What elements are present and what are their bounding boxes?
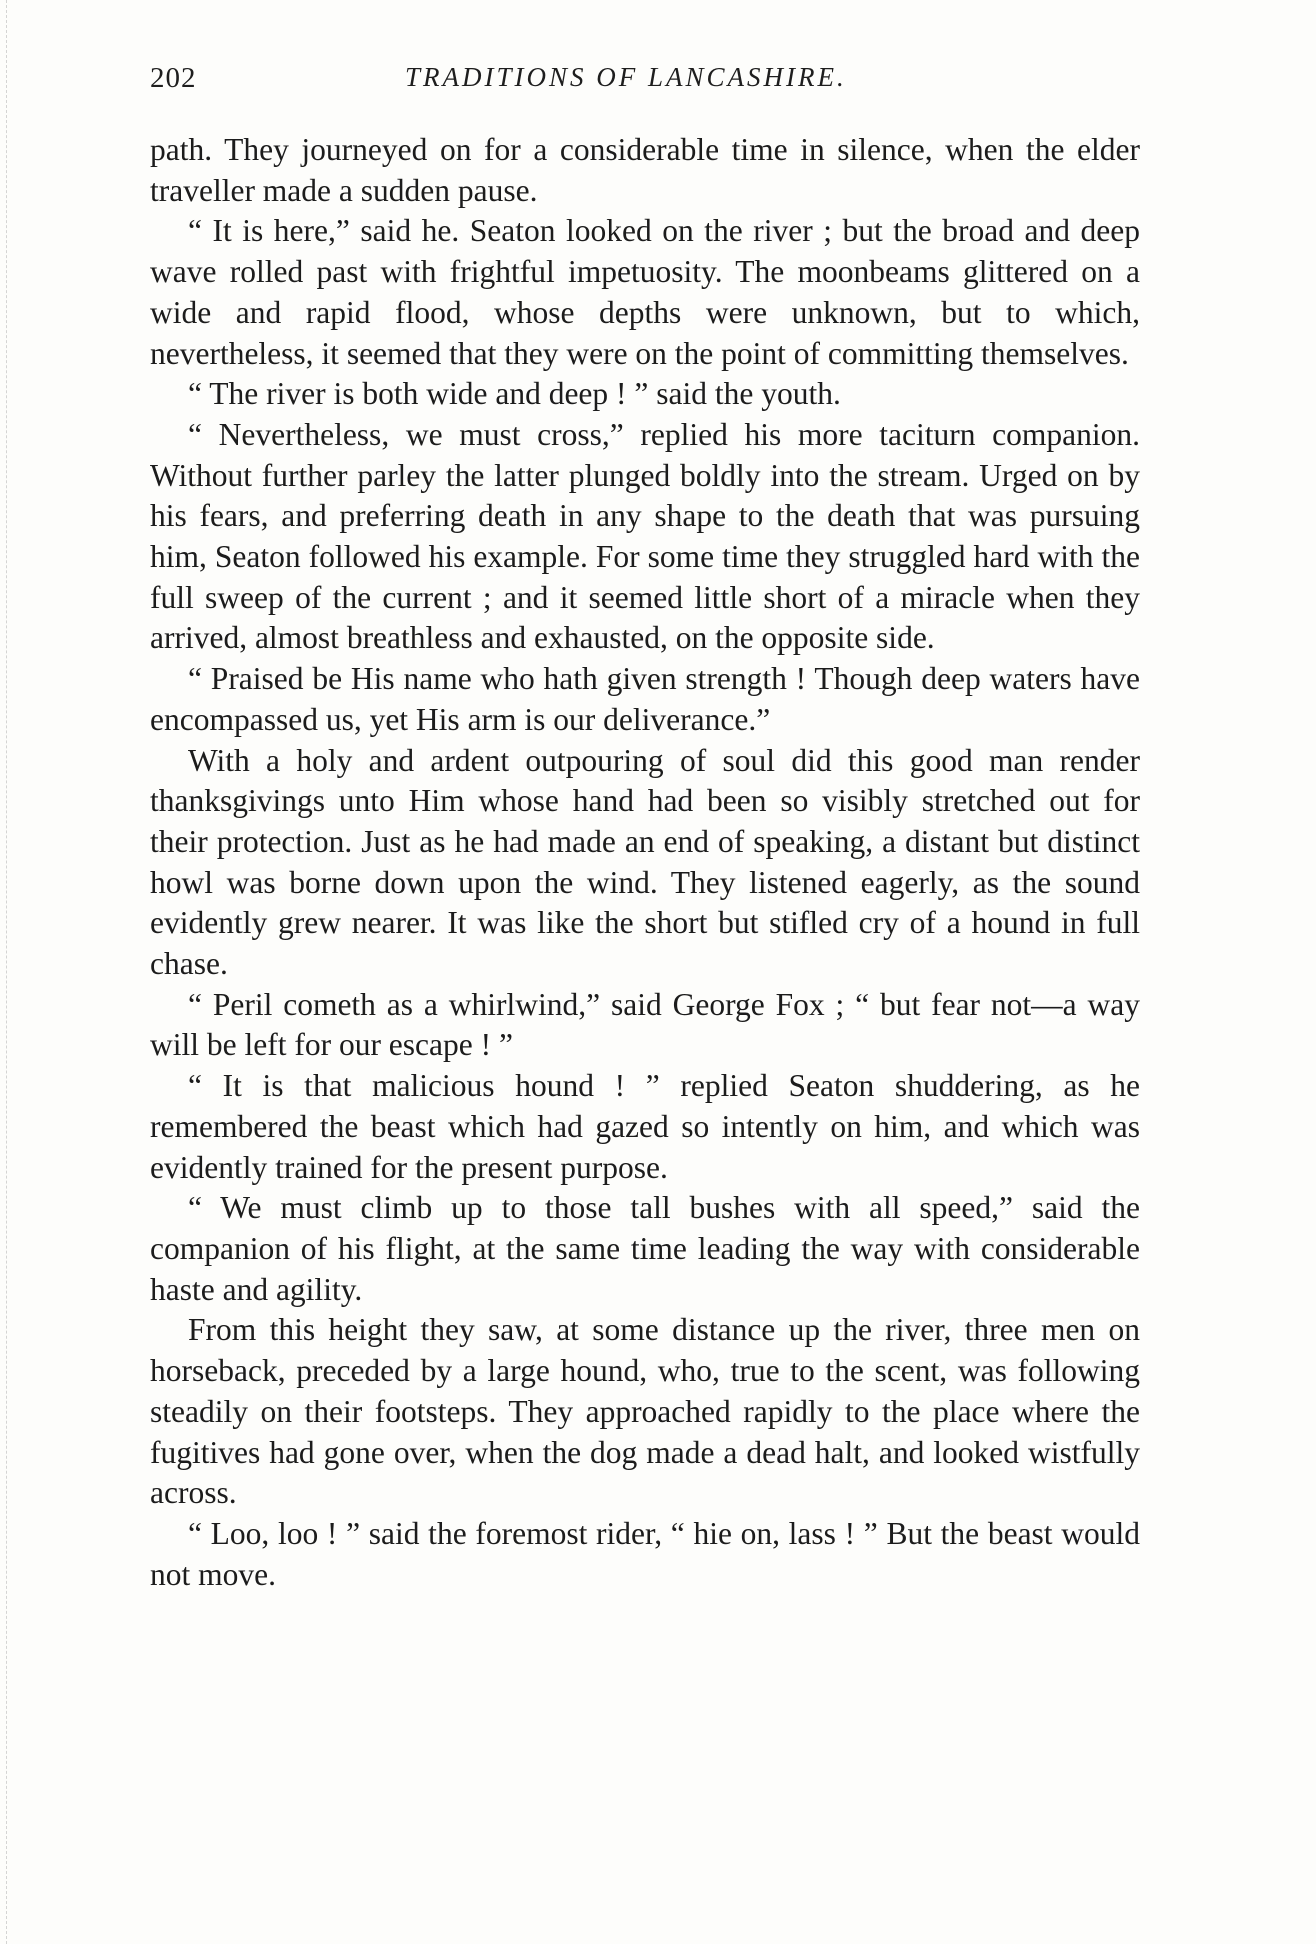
paragraph-8: “ It is that malicious hound ! ” replied Seaton shuddering, as he remembered the beast which had gazed so intently on him, and which was evidently trained for the present purpose. bbox=[150, 1068, 1140, 1185]
paragraph-4: “ Nevertheless, we must cross,” replied his more taciturn companion. Without further parley the latter plunged boldly into the stream. Urged on by his fears, and preferring death in any shape to the death that was pursuing him, Seaton followed his example. For some time they struggled hard with the full sweep of the current ; and it seemed little short of a miracle when they arrived, almost breathless and exhausted, on the opposite side. bbox=[150, 416, 1140, 656]
running-head bbox=[150, 62, 1150, 102]
binding-edge bbox=[6, 0, 7, 1944]
paragraph-6: With a holy and ardent outpouring of soul did this good man render thanksgivings unto Him whose hand had been so visibly stretched out for their protection. Just as he had made an end of speaking, a distant but distinct howl was borne down upon the wind. They listened eagerly, as the sound evidently grew nearer. It was like the short but stifled cry of a hound in full chase. bbox=[150, 742, 1140, 982]
paragraph-2: “ It is here,” said he. Seaton looked on the river ; but the broad and deep wave rolled past with frightful impetuosity. The moonbeams glittered on a wide and rapid flood, whose depths were unknown, but to which, nevertheless, it seemed that they were on the point of committing themselves. bbox=[150, 213, 1140, 371]
paragraph-3: “ The river is both wide and deep ! ” said the youth. bbox=[188, 376, 841, 412]
page-number: 202 bbox=[150, 62, 197, 94]
paragraph-5: “ Praised be His name who hath given strength ! Though deep waters have encompassed us, yet His arm is our deliverance.” bbox=[150, 661, 1140, 737]
paragraph-9: “ We must climb up to those tall bushes with all speed,” said the companion of his flight, at the same time leading the way with considerable haste and agility. bbox=[150, 1190, 1140, 1307]
paragraph-7: “ Peril cometh as a whirlwind,” said George Fox ; “ but fear not—a way will be left for our escape ! ” bbox=[150, 986, 1140, 1063]
paragraph-10: From this height they saw, at some distance up the river, three men on horseback, preceded by a large hound, who, true to the scent, was following steadily on their footsteps. They approached rapidly to the place where the fugitives had gone over, when the dog made a dead halt, and looked wistfully across. bbox=[150, 1312, 1140, 1511]
paragraph-1: path. They journeyed on for a considerable time in silence, when the elder traveller made a sudden pause. bbox=[150, 132, 1140, 208]
body-text bbox=[150, 130, 1140, 1595]
book-title: TRADITIONS OF LANCASHIRE. bbox=[405, 62, 847, 92]
paragraph-11: “ Loo, loo ! ” said the foremost rider, “ hie on, lass ! ” But the beast would not move. bbox=[150, 1515, 1140, 1592]
